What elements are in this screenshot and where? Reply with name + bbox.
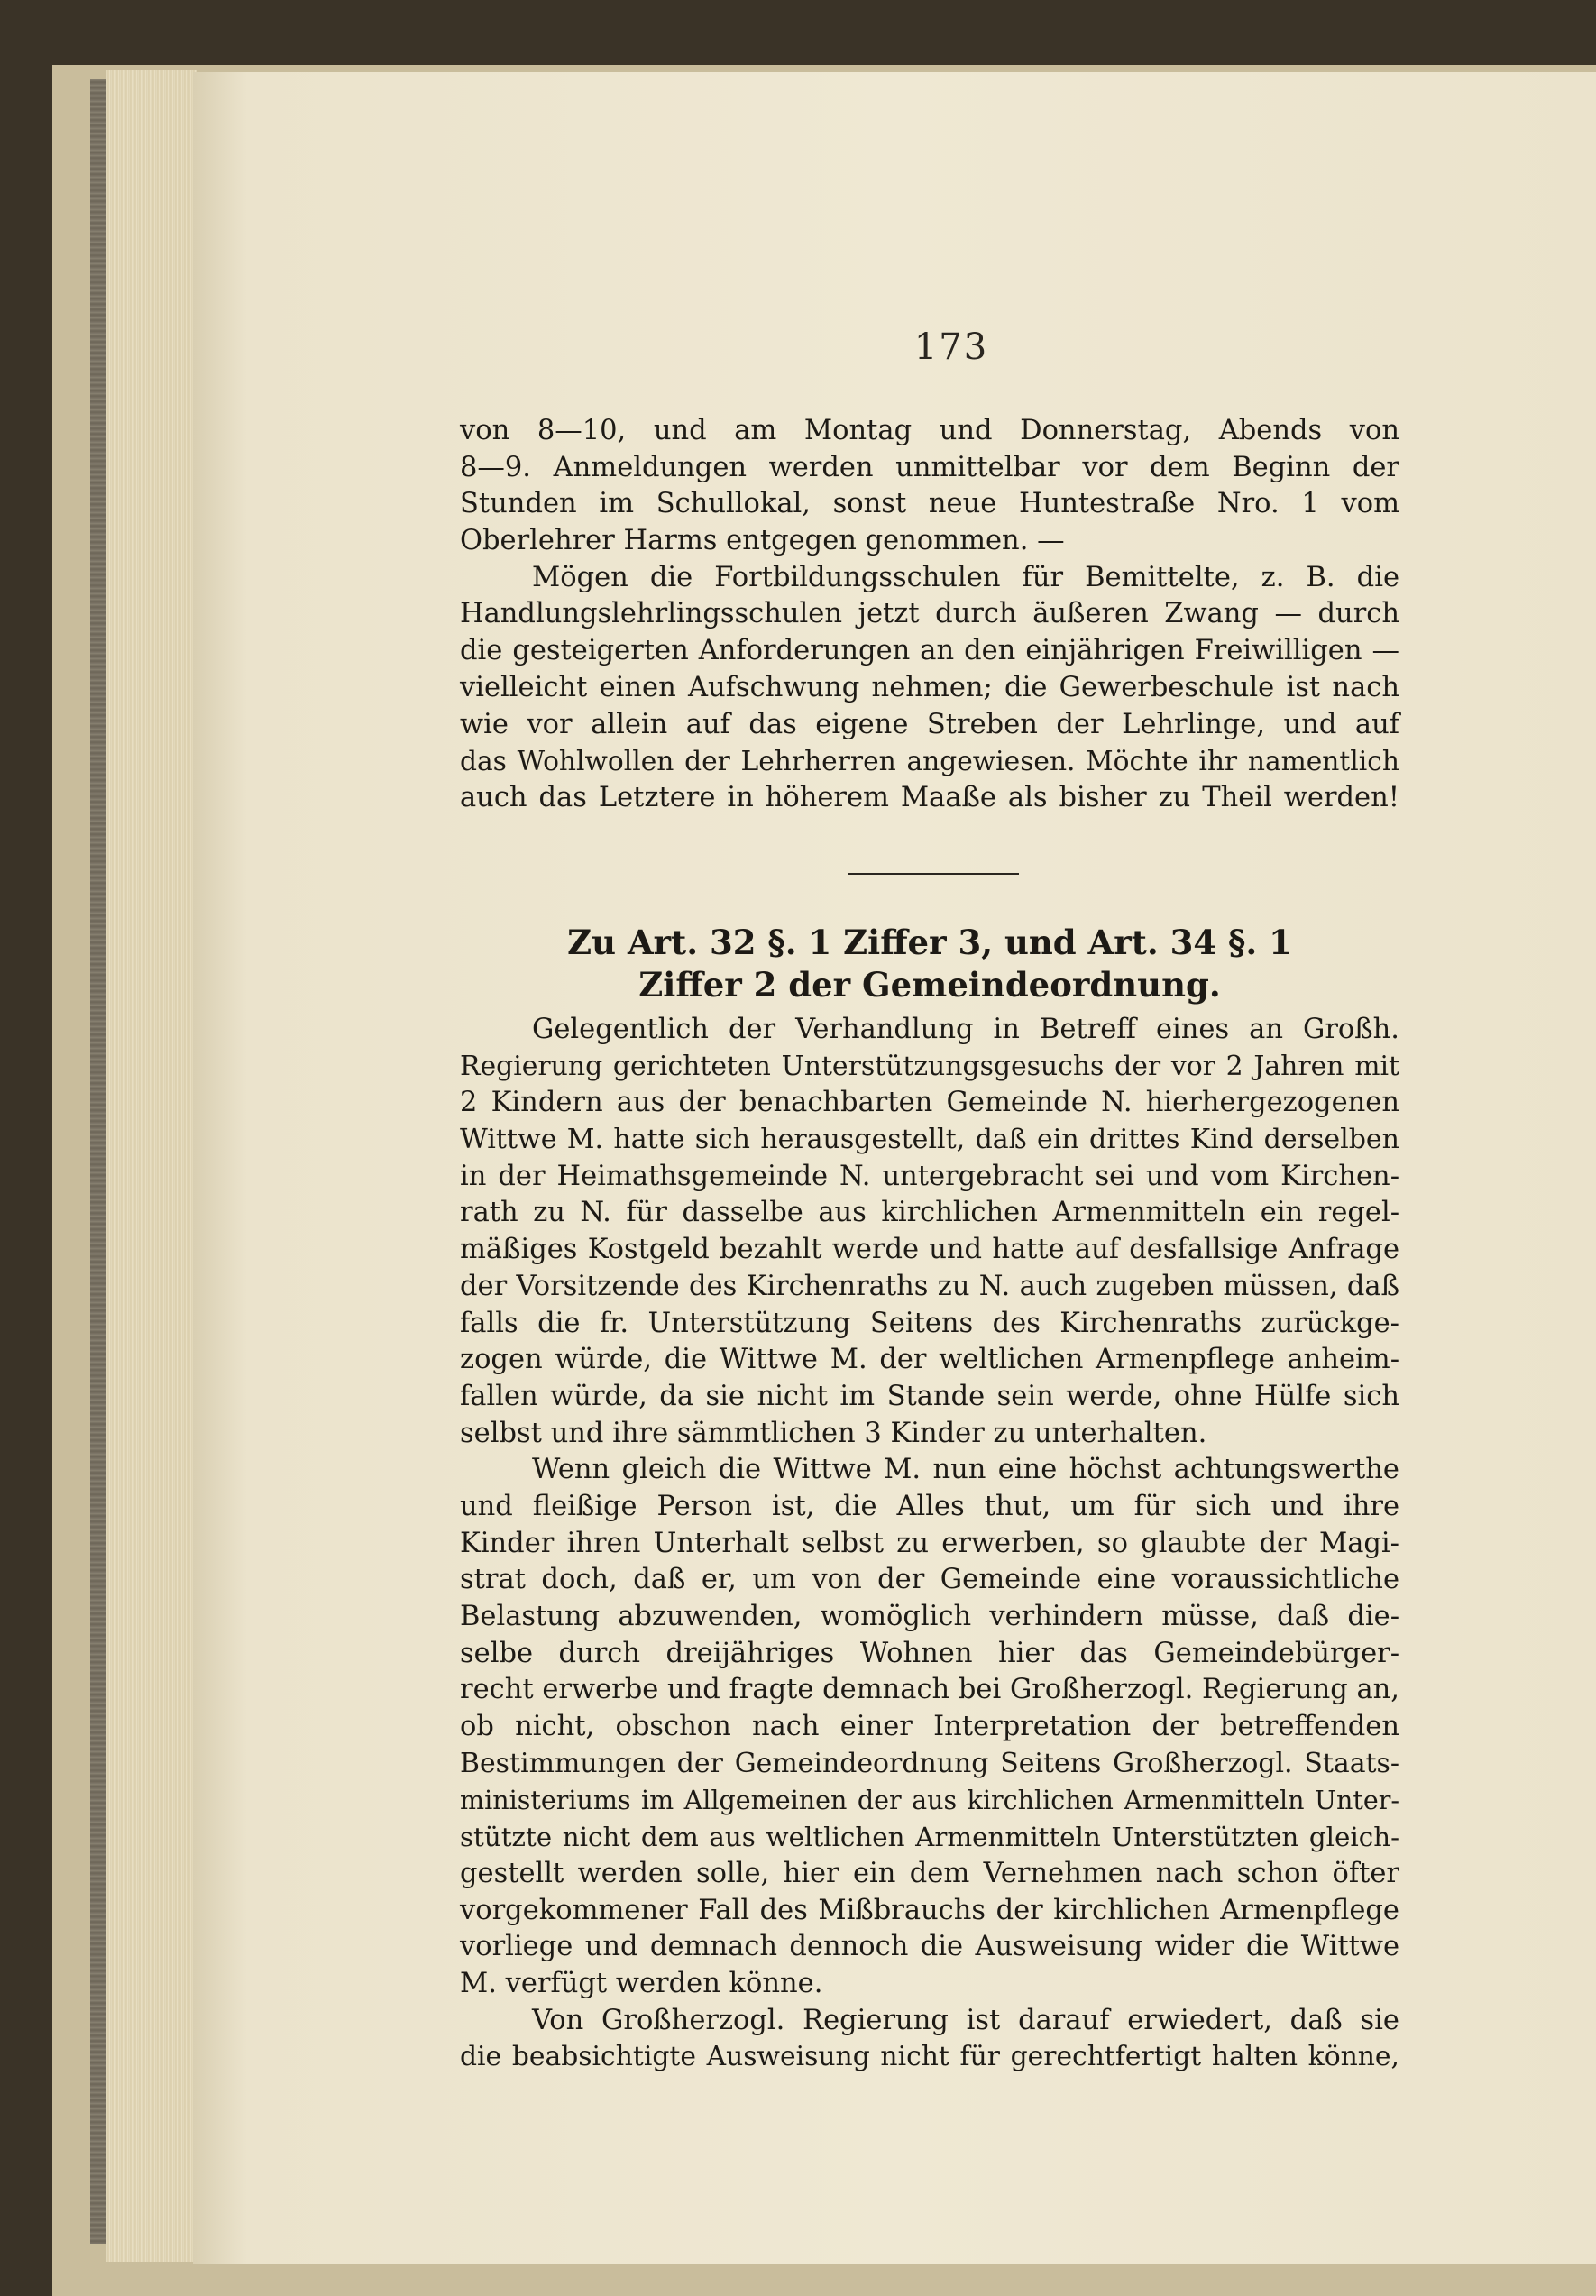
text-line: recht erwerbe und fragte demnach bei Großherzogl. Regierung an, (460, 1674, 1399, 1706)
text-line: stützte nicht dem aus weltlichen Armenmitteln Unterstützten gleich- (460, 1822, 1399, 1853)
intro-paragraphs (460, 413, 1399, 817)
text-line: und fleißige Person ist, die Alles thut, um für sich und ihre (460, 1490, 1399, 1522)
text-line: falls die fr. Unterstützung Seitens des Kirchenraths zurückge- (460, 1307, 1399, 1339)
text-line: ob nicht, obschon nach einer Interpretation der betreffenden (460, 1711, 1399, 1743)
text-line: Wenn gleich die Wittwe M. nun eine höchst achtungswerthe (532, 1454, 1399, 1486)
text-line: selbst und ihre sämmtlichen 3 Kinder zu unterhalten. (460, 1417, 1207, 1449)
text-line: strat doch, daß er, um von der Gemeinde eine voraussichtliche (460, 1564, 1399, 1596)
text-line: Regierung gerichteten Unterstützungsgesuchs der vor 2 Jahren mit (460, 1050, 1399, 1082)
text-line: rath zu N. für dasselbe aus kirchlichen Armenmitteln ein regel- (460, 1197, 1399, 1229)
section-divider (848, 873, 1019, 875)
text-line: der Vorsitzende des Kirchenraths zu N. auch zugeben müssen, daß (460, 1270, 1399, 1302)
text-line: vielleicht einen Aufschwung nehmen; die Gewerbeschule ist nach (460, 671, 1399, 703)
book-spine-cloth (90, 79, 106, 2244)
text-line: wie vor allein auf das eigene Streben der Lehrlinge, und auf (460, 708, 1399, 740)
heading-line: Ziffer 2 der Gemeindeordnung. (638, 965, 1221, 1005)
text-line: vorliege und demnach dennoch die Ausweisung wider die Wittwe (460, 1931, 1399, 1963)
text-line: ministeriums im Allgemeinen der aus kirchlichen Armenmitteln Unter- (460, 1785, 1399, 1816)
text-line: Handlungslehrlingsschulen jetzt durch äußeren Zwang — durch (460, 598, 1399, 630)
text-line: Wittwe M. hatte sich herausgestellt, daß ein drittes Kind derselben (460, 1124, 1399, 1156)
text-line: Mögen die Fortbildungsschulen für Bemittelte, z. B. die (532, 561, 1399, 593)
text-line: die beabsichtigte Ausweisung nicht für gerechtfertigt halten könne, (460, 2041, 1399, 2073)
text-line: die gesteigerten Anforderungen an den einjährigen Freiwilligen — (460, 635, 1399, 667)
text-line: fallen würde, da sie nicht im Stande sein werde, ohne Hülfe sich (460, 1380, 1399, 1412)
text-line: 8—9. Anmeldungen werden unmittelbar vor dem Beginn der (460, 451, 1399, 483)
heading-line: Zu Art. 32 §. 1 Ziffer 3, und Art. 34 §. 1 (567, 923, 1292, 962)
text-line: Gelegentlich der Verhandlung in Betreff eines an Großh. (532, 1014, 1399, 1045)
text-line: Von Großherzogl. Regierung ist darauf erwiedert, daß sie (532, 2004, 1399, 2036)
text-line: mäßiges Kostgeld bezahlt werde und hatte auf desfallsige Anfrage (460, 1234, 1399, 1266)
text-line: von 8—10, und am Montag und Donnerstag, Abends von (460, 415, 1399, 446)
text-line: 2 Kindern aus der benachbarten Gemeinde N. hierhergezogenen (460, 1087, 1399, 1119)
section-heading (460, 922, 1399, 1006)
page-edges (106, 70, 197, 2262)
text-line: Stunden im Schullokal, sonst neue Huntestraße Nro. 1 vom (460, 488, 1399, 520)
text-line: selbe durch dreijähriges Wohnen hier das Gemeindebürger- (460, 1637, 1399, 1669)
text-line: M. verfügt werden könne. (460, 1967, 823, 1999)
text-line: Kinder ihren Unterhalt selbst zu erwerben, so glaubte der Magi- (460, 1527, 1399, 1559)
text-line: gestellt werden solle, hier ein dem Vernehmen nach schon öfter (460, 1857, 1399, 1889)
page-number: 173 (913, 326, 989, 368)
text-line: Bestimmungen der Gemeindeordnung Seitens Großherzogl. Staats- (460, 1747, 1399, 1779)
text-line: Belastung abzuwenden, womöglich verhindern müsse, daß die- (460, 1601, 1399, 1632)
text-line: zogen würde, die Wittwe M. der weltlichen Armenpflege anheim- (460, 1344, 1399, 1376)
text-line: das Wohlwollen der Lehrherren angewiesen. Möchte ihr namentlich (460, 745, 1399, 777)
body-paragraphs (460, 1012, 1399, 2076)
text-line: vorgekommener Fall des Mißbrauchs der kirchlichen Armenpflege (460, 1894, 1399, 1926)
text-line: auch das Letztere in höherem Maaße als bisher zu Theil werden! (460, 781, 1399, 813)
text-line: Oberlehrer Harms entgegen genommen. — (460, 525, 1065, 557)
text-line: in der Heimathsgemeinde N. untergebracht sei und vom Kirchen- (460, 1160, 1399, 1192)
